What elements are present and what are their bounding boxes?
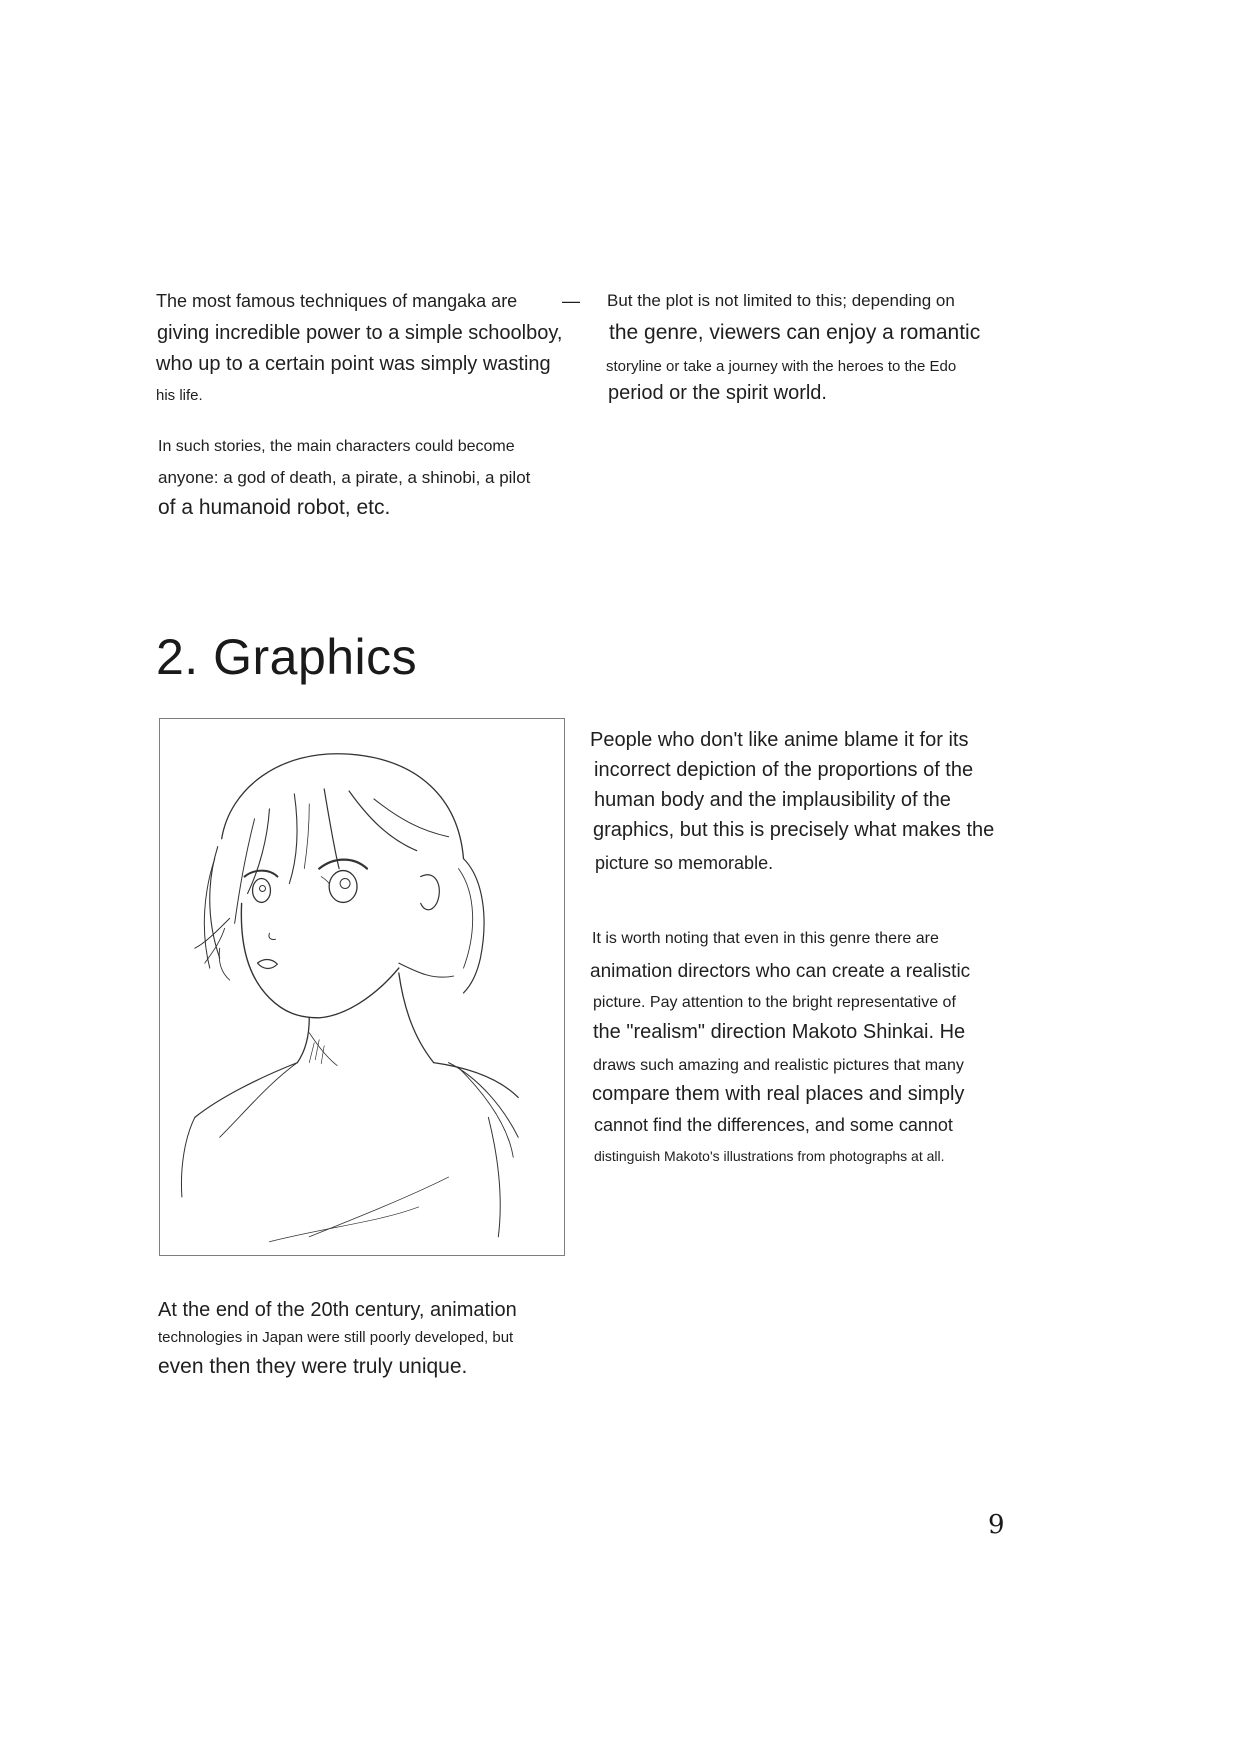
- text-line: technologies in Japan were still poorly developed, but: [158, 1329, 514, 1346]
- text-line: The most famous techniques of mangaka are: [156, 291, 518, 311]
- text-line: People who don't like anime blame it for its: [590, 729, 969, 751]
- section-heading: 2. Graphics: [156, 629, 418, 685]
- text-line: his life.: [156, 387, 203, 404]
- text-line: picture. Pay attention to the bright representative of: [593, 994, 956, 1011]
- text-line: animation directors who can create a realistic: [590, 961, 971, 982]
- text-line: But the plot is not limited to this; depending on: [607, 291, 955, 310]
- text-line: who up to a certain point was simply wasting: [156, 353, 551, 375]
- text-line: of a humanoid robot, etc.: [158, 496, 391, 519]
- text-line: In such stories, the main characters could become: [158, 438, 515, 455]
- em-dash: —: [562, 291, 580, 311]
- text-line: period or the spirit world.: [608, 382, 827, 404]
- text-line: compare them with real places and simply: [592, 1083, 965, 1105]
- text-line: the genre, viewers can enjoy a romantic: [609, 321, 981, 344]
- anime-girl-sketch: [159, 718, 565, 1256]
- text-line: picture so memorable.: [595, 853, 774, 873]
- text-line: distinguish Makoto's illustrations from photographs at all.: [594, 1148, 945, 1164]
- text-line: incorrect depiction of the proportions of the: [594, 759, 974, 781]
- text-line: giving incredible power to a simple schoolboy,: [157, 322, 563, 344]
- text-line: human body and the implausibility of the: [594, 789, 951, 811]
- page-number: 9: [988, 1510, 1005, 1540]
- text-line: draws such amazing and realistic pictures that many: [593, 1057, 964, 1074]
- text-line: graphics, but this is precisely what makes the: [593, 819, 995, 841]
- text-line: anyone: a god of death, a pirate, a shinobi, a pilot: [158, 468, 531, 487]
- text-line: It is worth noting that even in this genre there are: [592, 930, 939, 947]
- text-line: At the end of the 20th century, animation: [158, 1299, 517, 1321]
- sketch-drawing: [160, 719, 564, 1255]
- text-line: the "realism" direction Makoto Shinkai. He: [593, 1021, 966, 1043]
- text-line: even then they were truly unique.: [158, 1355, 468, 1378]
- text-line: storyline or take a journey with the heroes to the Edo: [606, 358, 957, 375]
- text-line: cannot find the differences, and some cannot: [594, 1115, 953, 1135]
